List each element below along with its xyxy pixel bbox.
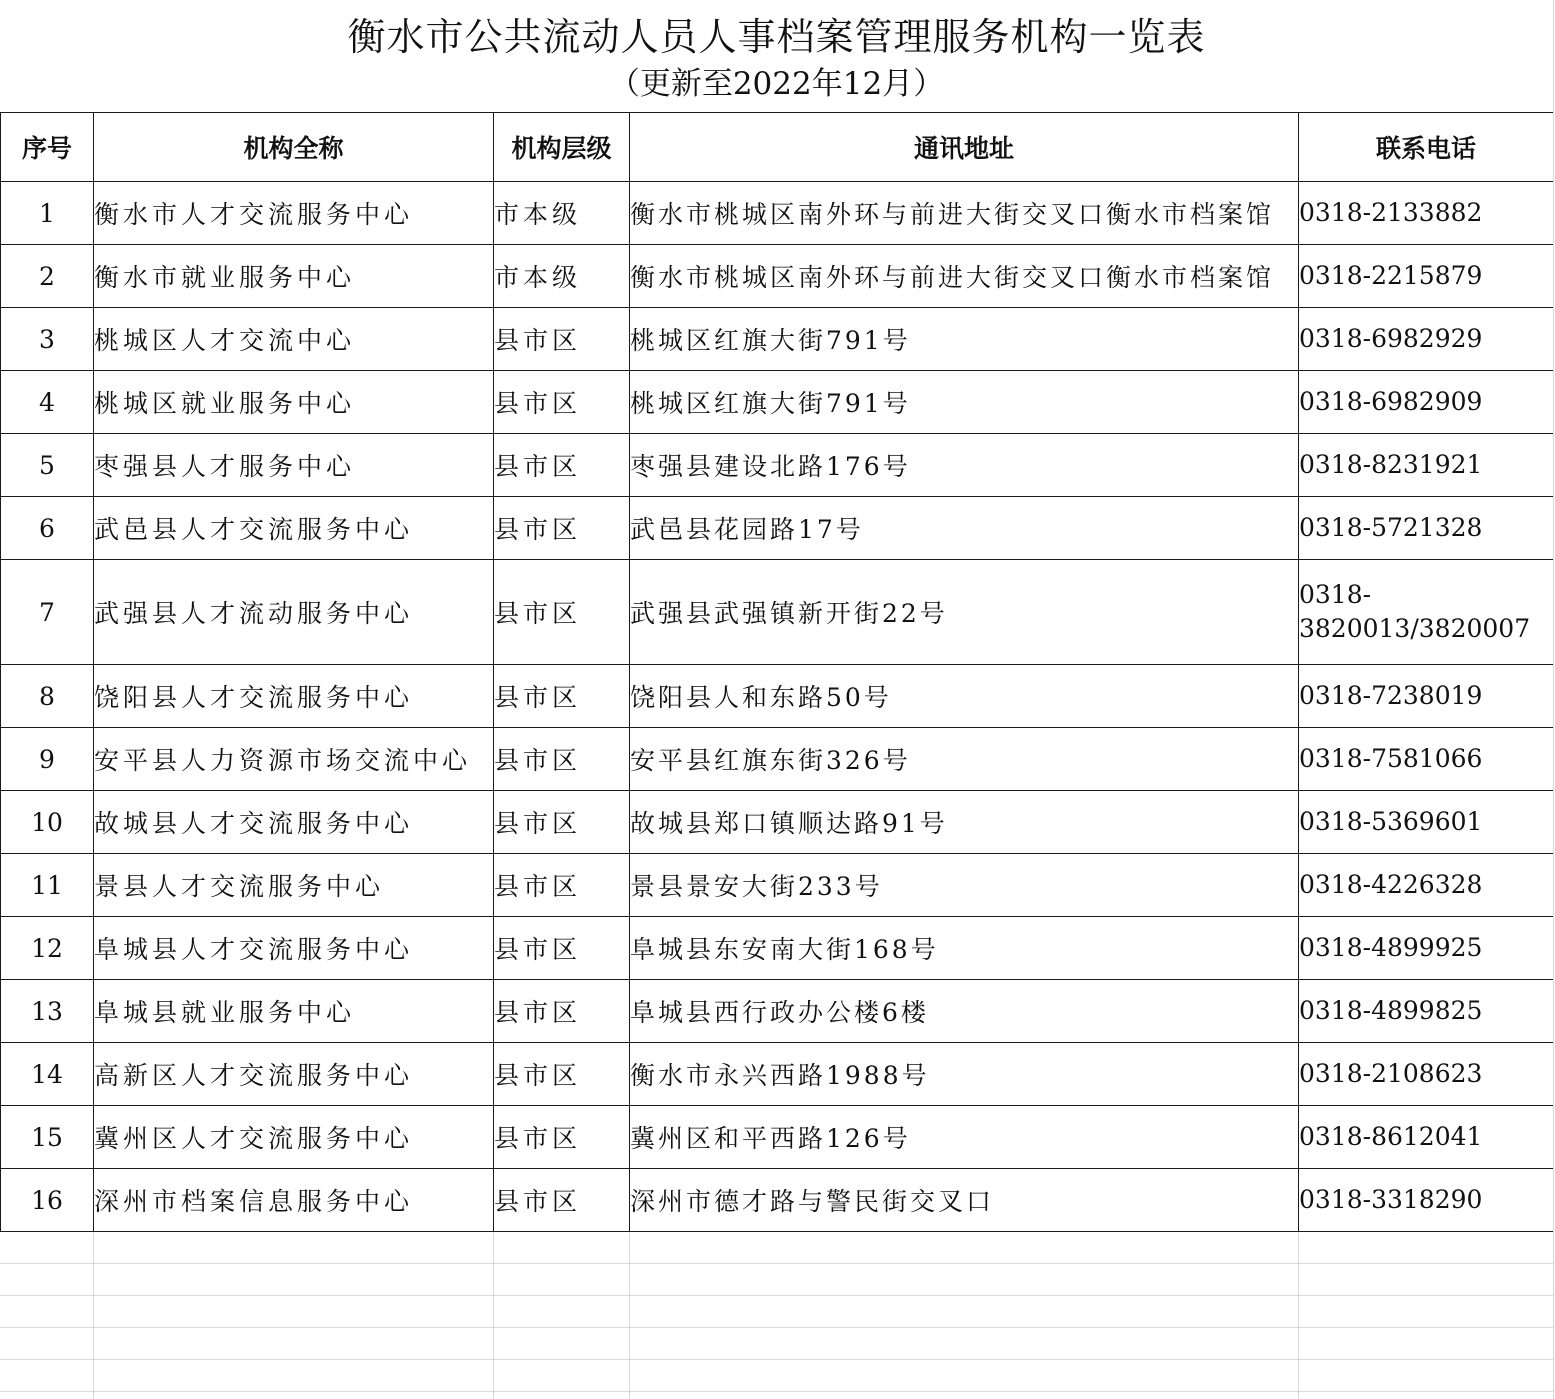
- cell-institution-name: 阜城县人才交流服务中心: [94, 917, 494, 980]
- institution-table: [0, 112, 1554, 1232]
- cell-institution-name: 冀州区人才交流服务中心: [94, 1106, 494, 1169]
- table-row: [1, 434, 1554, 497]
- cell-address: 阜城县东安南大街168号: [630, 917, 1299, 980]
- cell-no: 8: [1, 665, 94, 728]
- cell-institution-name: 景县人才交流服务中心: [94, 854, 494, 917]
- cell-institution-name: 武强县人才流动服务中心: [94, 560, 494, 665]
- cell-level: 县市区: [494, 665, 630, 728]
- cell-no: 12: [1, 917, 94, 980]
- cell-phone: 0318-7581066: [1299, 728, 1554, 791]
- cell-no: 4: [1, 371, 94, 434]
- cell-no: 13: [1, 980, 94, 1043]
- document-header: [0, 0, 1553, 112]
- table-row: [1, 791, 1554, 854]
- cell-address: 深州市德才路与警民街交叉口: [630, 1169, 1299, 1232]
- cell-level: 市本级: [494, 245, 630, 308]
- cell-address: 武强县武强镇新开街22号: [630, 560, 1299, 665]
- cell-no: 2: [1, 245, 94, 308]
- cell-phone: 0318-8231921: [1299, 434, 1554, 497]
- cell-address: 阜城县西行政办公楼6楼: [630, 980, 1299, 1043]
- table-body: [1, 182, 1554, 1232]
- table-row: [1, 308, 1554, 371]
- cell-institution-name: 饶阳县人才交流服务中心: [94, 665, 494, 728]
- cell-phone: 0318-6982929: [1299, 308, 1554, 371]
- table-row: [1, 497, 1554, 560]
- cell-address: 桃城区红旗大街791号: [630, 371, 1299, 434]
- cell-phone: 0318-3820013/3820007: [1299, 560, 1554, 665]
- header-address: 通讯地址: [630, 113, 1299, 182]
- cell-address: 武邑县花园路17号: [630, 497, 1299, 560]
- cell-no: 1: [1, 182, 94, 245]
- cell-level: 市本级: [494, 182, 630, 245]
- cell-address: 桃城区红旗大街791号: [630, 308, 1299, 371]
- table-row: [1, 245, 1554, 308]
- cell-address: 衡水市桃城区南外环与前进大街交叉口衡水市档案馆: [630, 182, 1299, 245]
- cell-phone: 0318-3318290: [1299, 1169, 1554, 1232]
- cell-no: 15: [1, 1106, 94, 1169]
- cell-level: 县市区: [494, 1106, 630, 1169]
- cell-level: 县市区: [494, 371, 630, 434]
- cell-phone: 0318-7238019: [1299, 665, 1554, 728]
- cell-phone: 0318-8612041: [1299, 1106, 1554, 1169]
- table-row: [1, 560, 1554, 665]
- cell-level: 县市区: [494, 728, 630, 791]
- cell-level: 县市区: [494, 791, 630, 854]
- cell-phone: 0318-2215879: [1299, 245, 1554, 308]
- document-title: 衡水市公共流动人员人事档案管理服务机构一览表: [347, 15, 1206, 59]
- cell-phone: 0318-2108623: [1299, 1043, 1554, 1106]
- cell-no: 9: [1, 728, 94, 791]
- cell-phone: 0318-5369601: [1299, 791, 1554, 854]
- table-row: [1, 371, 1554, 434]
- cell-institution-name: 深州市档案信息服务中心: [94, 1169, 494, 1232]
- cell-level: 县市区: [494, 917, 630, 980]
- table-row: [1, 917, 1554, 980]
- cell-institution-name: 枣强县人才服务中心: [94, 434, 494, 497]
- cell-level: 县市区: [494, 308, 630, 371]
- cell-address: 冀州区和平西路126号: [630, 1106, 1299, 1169]
- cell-address: 饶阳县人和东路50号: [630, 665, 1299, 728]
- cell-institution-name: 高新区人才交流服务中心: [94, 1043, 494, 1106]
- cell-institution-name: 阜城县就业服务中心: [94, 980, 494, 1043]
- cell-address: 故城县郑口镇顺达路91号: [630, 791, 1299, 854]
- cell-institution-name: 武邑县人才交流服务中心: [94, 497, 494, 560]
- cell-phone: 0318-4226328: [1299, 854, 1554, 917]
- cell-address: 衡水市桃城区南外环与前进大街交叉口衡水市档案馆: [630, 245, 1299, 308]
- table-header-row: [1, 113, 1554, 182]
- cell-level: 县市区: [494, 560, 630, 665]
- cell-no: 3: [1, 308, 94, 371]
- cell-phone: 0318-5721328: [1299, 497, 1554, 560]
- cell-institution-name: 桃城区就业服务中心: [94, 371, 494, 434]
- empty-sheet-grid: [0, 1233, 1553, 1399]
- table-row: [1, 854, 1554, 917]
- cell-level: 县市区: [494, 980, 630, 1043]
- cell-phone: 0318-6982909: [1299, 371, 1554, 434]
- cell-institution-name: 安平县人力资源市场交流中心: [94, 728, 494, 791]
- cell-institution-name: 桃城区人才交流中心: [94, 308, 494, 371]
- cell-level: 县市区: [494, 497, 630, 560]
- cell-phone: 0318-2133882: [1299, 182, 1554, 245]
- cell-no: 6: [1, 497, 94, 560]
- cell-address: 枣强县建设北路176号: [630, 434, 1299, 497]
- cell-phone: 0318-4899925: [1299, 917, 1554, 980]
- cell-level: 县市区: [494, 854, 630, 917]
- cell-level: 县市区: [494, 1043, 630, 1106]
- cell-no: 5: [1, 434, 94, 497]
- cell-address: 景县景安大街233号: [630, 854, 1299, 917]
- cell-phone: 0318-4899825: [1299, 980, 1554, 1043]
- table-row: [1, 665, 1554, 728]
- table-row: [1, 1169, 1554, 1232]
- cell-no: 16: [1, 1169, 94, 1232]
- header-phone: 联系电话: [1299, 113, 1554, 182]
- cell-level: 县市区: [494, 434, 630, 497]
- header-name: 机构全称: [94, 113, 494, 182]
- cell-institution-name: 衡水市就业服务中心: [94, 245, 494, 308]
- cell-institution-name: 故城县人才交流服务中心: [94, 791, 494, 854]
- table-row: [1, 980, 1554, 1043]
- table-row: [1, 1043, 1554, 1106]
- document-subtitle: （更新至2022年12月）: [608, 66, 945, 102]
- sheet-right-edge: [1553, 0, 1554, 1399]
- header-level: 机构层级: [494, 113, 630, 182]
- table-row: [1, 182, 1554, 245]
- cell-no: 10: [1, 791, 94, 854]
- table-row: [1, 1106, 1554, 1169]
- cell-level: 县市区: [494, 1169, 630, 1232]
- cell-no: 11: [1, 854, 94, 917]
- cell-address: 安平县红旗东街326号: [630, 728, 1299, 791]
- cell-address: 衡水市永兴西路1988号: [630, 1043, 1299, 1106]
- header-no: 序号: [1, 113, 94, 182]
- cell-institution-name: 衡水市人才交流服务中心: [94, 182, 494, 245]
- cell-no: 14: [1, 1043, 94, 1106]
- cell-no: 7: [1, 560, 94, 665]
- table-row: [1, 728, 1554, 791]
